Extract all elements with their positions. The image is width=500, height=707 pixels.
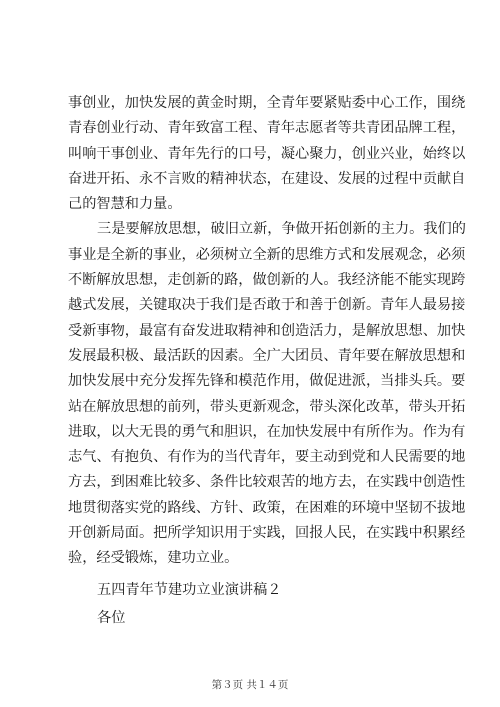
section-heading: 五四青年节建功立业演讲稿２	[97, 582, 282, 598]
paragraph-2-line-4: 越式发展，关键取决于我们是否敢于和善于创新。青年人最易接	[68, 297, 466, 314]
paragraph-1-line-3: 叫响干事创业、青年先行的口号，凝心聚力，创业兴业，始终以	[68, 145, 466, 162]
paragraph-2-line-6: 发展最积极、最活跃的因素。全广大团员、青年要在解放思想和	[68, 347, 466, 364]
paragraph-2-line-10: 志气、有抱负、有作为的当代青年，要主动到党和人民需要的地	[68, 449, 466, 466]
page-footer: 第３页 共１４页	[211, 679, 289, 691]
salutation: 各位	[97, 610, 126, 626]
paragraph-2-line-8: 站在解放思想的前列，带头更新观念，带头深化改革，带头开拓	[68, 398, 466, 415]
paragraph-1-line-5: 己的智慧和力量。	[68, 196, 182, 213]
paragraph-1-line-1: 事创业，加快发展的黄金时期，全青年要紧贴委中心工作，围绕	[68, 95, 466, 111]
paragraph-2-line-13: 开创新局面。把所学知识用于实践，回报人民，在实践中积累经	[68, 525, 466, 542]
paragraph-2-line-5: 受新事物，最富有奋发进取精神和创造活力，是解放思想、加快	[68, 322, 466, 339]
paragraph-1-line-2: 青春创业行动、青年致富工程、青年志愿者等共青团品牌工程，	[68, 120, 466, 137]
paragraph-2-line-9: 进取，以大无畏的勇气和胆识，在加快发展中有所作为。作为有	[68, 423, 466, 440]
paragraph-2-line-3: 不断解放思想，走创新的路，做创新的人。我经济能不能实现跨	[68, 272, 466, 289]
paragraph-1-line-4: 奋进开拓、永不言败的精神状态，在建设、发展的过程中贡献自	[68, 170, 466, 187]
paragraph-2-line-2: 事业是全新的事业，必须树立全新的思维方式和发展观念，必须	[68, 246, 466, 263]
paragraph-2-line-14: 验，经受锻炼，建功立业。	[68, 550, 239, 567]
paragraph-2-line-12: 地贯彻落实党的路线、方针、政策，在困难的环境中坚韧不拔地	[68, 499, 466, 516]
paragraph-2-line-11: 方去，到困难比较多、条件比较艰苦的地方去，在实践中创造性	[68, 474, 466, 491]
paragraph-2-line-1: 三是要解放思想，破旧立新，争做开拓创新的主力。我们的	[97, 221, 466, 238]
body-text	[68, 91, 466, 572]
paragraph-2-line-7: 加快发展中充分发挥先锋和模范作用，做促进派，当排头兵。要	[68, 373, 466, 390]
